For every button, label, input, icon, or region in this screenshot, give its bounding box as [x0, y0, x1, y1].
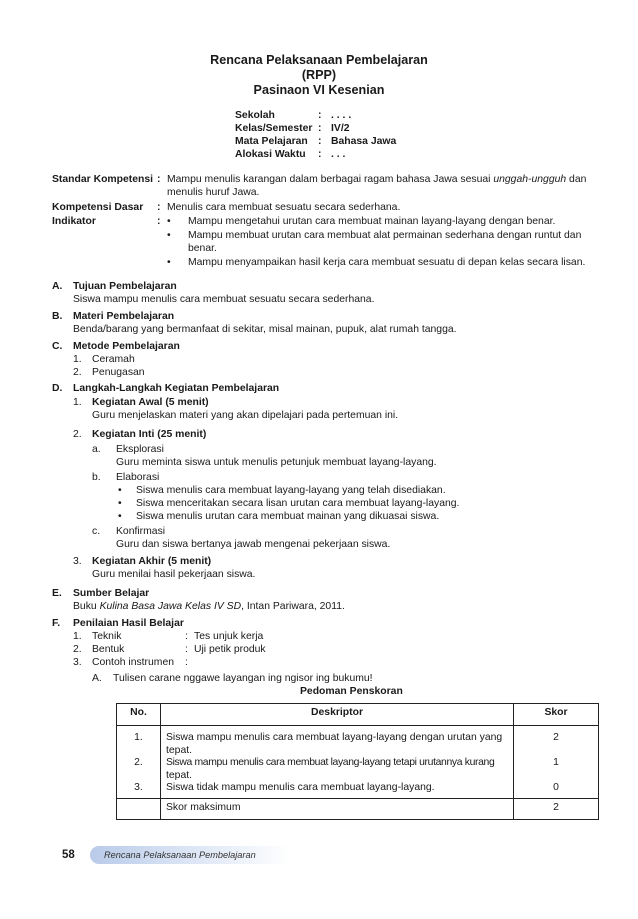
indikator-item-cont: benar.	[188, 243, 217, 254]
kompetensi-text: Menulis cara membuat sesuatu secara sederhana.	[167, 202, 401, 213]
bullet: •	[167, 216, 171, 227]
section-title-penilaian: Penilaian Hasil Belajar	[73, 618, 184, 629]
elaborasi-title: Elaborasi	[116, 472, 160, 483]
page-title: Rencana Pelaksanaan Pembelajaran	[210, 53, 428, 67]
kegiatan-awal-text: Guru menjelaskan materi yang akan dipelajari pada pertemuan ini.	[92, 410, 399, 421]
task-letter: A.	[92, 673, 102, 684]
list-item: Penugasan	[92, 367, 145, 378]
sumber-text: Buku Kulina Basa Jawa Kelas IV SD, Intan Pariwara, 2011.	[73, 601, 345, 612]
table-total-row	[117, 798, 599, 819]
bullet: •	[167, 230, 171, 241]
eksplorasi-title: Eksplorasi	[116, 444, 164, 455]
penilaian-label: Teknik	[92, 631, 122, 642]
header-skor: Skor	[514, 704, 599, 726]
penilaian-value: Uji petik produk	[194, 644, 266, 655]
footer-text: Rencana Pelaksanaan Pembelajaran	[104, 850, 256, 860]
info-value: . . .	[331, 149, 346, 160]
penilaian-colon: :	[185, 644, 188, 655]
standar-colon: :	[157, 174, 161, 185]
elaborasi-item: Siswa menulis urutan cara membuat mainan yang dikuasai siswa.	[136, 511, 440, 522]
konfirmasi-title: Konfirmasi	[116, 526, 166, 537]
list-number: 1.	[73, 631, 82, 642]
info-label: Alokasi Waktu	[235, 149, 306, 160]
section-title-tujuan: Tujuan Pembelajaran	[73, 281, 177, 292]
table-cell-skor: 2 1 0	[514, 726, 599, 799]
bullet: •	[118, 498, 122, 509]
eksplorasi-text: Guru meminta siswa untuk menulis petunjuk membuat layang-layang.	[116, 457, 437, 468]
table-row	[117, 726, 599, 799]
kompetensi-label: Kompetensi Dasar	[52, 202, 144, 213]
kegiatan-awal-title: Kegiatan Awal (5 menit)	[92, 397, 209, 408]
list-number: 1.	[73, 397, 82, 408]
table-cell-deskriptor: Siswa mampu menulis cara membuat layang-layang dengan urutan yang tepat. Siswa mampu menulis cara membuat layang-layang tetapi urutannya kurang tepat. Siswa tidak mampu menulis cara membuat layang-layang.	[161, 726, 514, 799]
table-cell-empty	[117, 798, 161, 819]
list-number: 1.	[73, 354, 82, 365]
list-number: 3.	[73, 556, 82, 567]
info-value: . . . .	[331, 110, 352, 121]
kegiatan-inti-title: Kegiatan Inti (25 menit)	[92, 429, 207, 440]
scoring-table	[116, 703, 599, 820]
section-letter: D.	[52, 383, 63, 394]
indikator-item: Mampu membuat urutan cara membuat alat permainan sederhana dengan runtut dan	[188, 230, 582, 241]
list-number: 2.	[73, 367, 82, 378]
section-text: Benda/barang yang bermanfaat di sekitar, misal mainan, pupuk, alat rumah tangga.	[73, 324, 457, 335]
section-letter: A.	[52, 281, 63, 292]
info-label: Kelas/Semester	[235, 123, 313, 134]
standar-text: Mampu menulis karangan dalam berbagai ragam bahasa Jawa sesuai unggah-ungguh dan	[167, 174, 587, 185]
elaborasi-item: Siswa menceritakan secara lisan urutan cara membuat layang-layang.	[136, 498, 460, 509]
bullet: •	[167, 257, 171, 268]
page-number: 58	[62, 849, 75, 861]
section-letter: C.	[52, 341, 63, 352]
elaborasi-item: Siswa menulis cara membuat layang-layang yang telah disediakan.	[136, 485, 446, 496]
section-title-langkah: Langkah-Langkah Kegiatan Pembelajaran	[73, 383, 280, 394]
info-value: Bahasa Jawa	[331, 136, 397, 147]
info-value: IV/2	[331, 123, 350, 134]
pedoman-title: Pedoman Penskoran	[300, 686, 403, 697]
info-label: Sekolah	[235, 110, 275, 121]
section-letter: E.	[52, 588, 62, 599]
header-deskriptor: Deskriptor	[161, 704, 514, 726]
kompetensi-colon: :	[157, 202, 161, 213]
section-letter: F.	[52, 618, 61, 629]
section-letter: B.	[52, 311, 63, 322]
task-instruction: Tulisen carane nggawe layangan ing ngisor ing bukumu!	[113, 673, 373, 684]
kegiatan-akhir-title: Kegiatan Akhir (5 menit)	[92, 556, 212, 567]
indikator-colon: :	[157, 216, 161, 227]
info-colon: :	[318, 123, 322, 134]
bullet: •	[118, 485, 122, 496]
kegiatan-akhir-text: Guru menilai hasil pekerjaan siswa.	[92, 569, 256, 580]
list-number: 2.	[73, 644, 82, 655]
penilaian-colon: :	[185, 631, 188, 642]
info-colon: :	[318, 110, 322, 121]
section-title-metode: Metode Pembelajaran	[73, 341, 180, 352]
list-item: Ceramah	[92, 354, 135, 365]
section-text: Siswa mampu menulis cara membuat sesuatu secara sederhana.	[73, 294, 375, 305]
standar-label: Standar Kompetensi	[52, 174, 154, 185]
header-no: No.	[117, 704, 161, 726]
sub-letter: a.	[92, 444, 101, 455]
bullet: •	[118, 511, 122, 522]
skor-max-label: Skor maksimum	[161, 798, 514, 819]
table-cell-no: 1. 2. 3.	[117, 726, 161, 799]
info-colon: :	[318, 136, 322, 147]
list-number: 3.	[73, 657, 82, 668]
page-theme: Pasinaon VI Kesenian	[253, 83, 385, 97]
penilaian-label: Bentuk	[92, 644, 125, 655]
table-header-row	[117, 704, 599, 726]
info-colon: :	[318, 149, 322, 160]
info-label: Mata Pelajaran	[235, 136, 308, 147]
page-subtitle: (RPP)	[301, 68, 337, 82]
section-title-materi: Materi Pembelajaran	[73, 311, 175, 322]
penilaian-value: Tes unjuk kerja	[194, 631, 264, 642]
standar-text-cont: menulis huruf Jawa.	[167, 187, 260, 198]
indikator-label: Indikator	[52, 216, 96, 227]
penilaian-colon: :	[185, 657, 188, 668]
sub-letter: b.	[92, 472, 101, 483]
konfirmasi-text: Guru dan siswa bertanya jawab mengenai pekerjaan siswa.	[116, 539, 391, 550]
penilaian-label: Contoh instrumen	[92, 657, 175, 668]
indikator-item: Mampu menyampaikan hasil kerja cara membuat sesuatu di depan kelas secara lisan.	[188, 257, 586, 268]
list-number: 2.	[73, 429, 82, 440]
section-title-sumber: Sumber Belajar	[73, 588, 150, 599]
indikator-item: Mampu mengetahui urutan cara membuat mainan layang-layang dengan benar.	[188, 216, 556, 227]
sub-letter: c.	[92, 526, 101, 537]
skor-max-value: 2	[514, 798, 599, 819]
